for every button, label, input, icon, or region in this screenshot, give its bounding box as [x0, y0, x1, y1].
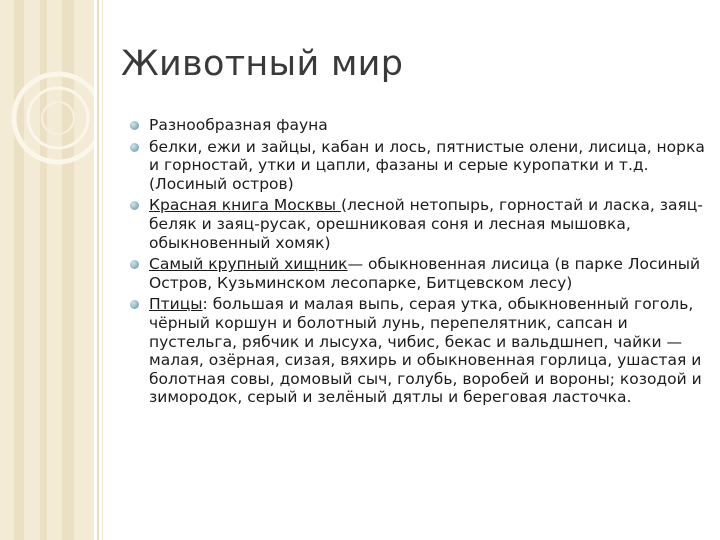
bullet-item: [130, 116, 710, 135]
bullet-item: [130, 255, 710, 292]
bullet-text: (лесной нетопырь, горностай и ласка, заяц-беляк и заяц-русак, орешниковая соня и лесная мышовка, обыкновенный хомяк): [149, 196, 703, 252]
bullet-list: [130, 116, 710, 410]
bullet-dot-icon: [130, 143, 139, 152]
bullet-dot-icon: [130, 201, 139, 210]
bullet-item: [130, 295, 710, 407]
bullet-heading: Самый крупный хищник: [149, 255, 348, 274]
divider-line: [97, 0, 99, 540]
bullet-text: : большая и малая выпь, серая утка, обыкновенный гоголь, чёрный коршун и болотный лунь, перепелятник, сапсан и пустельга, рябчик и лысуха, чибис, бекас и вальдшнеп, чайки — малая, озёрная, сизая, вяхирь и обыкновенная горлица, ушастая и болотная совы, домовый сыч, голубь, воробей и вороны; козодой и зимородок, серый и зелёный дятлы и береговая ласточка.: [149, 295, 702, 407]
slide-title: Животный мир: [121, 44, 404, 84]
decorative-side-panel: [0, 0, 94, 540]
decorative-circles: [0, 0, 94, 540]
bullet-heading: Птицы: [149, 295, 203, 314]
bullet-item: [130, 196, 710, 252]
divider-line: [102, 0, 103, 540]
bullet-text: Разнообразная фауна: [149, 116, 328, 134]
bullet-dot-icon: [130, 300, 139, 309]
bullet-text: белки, ежи и зайцы, кабан и лось, пятнистые олени, лисица, норка и горностай, утки и цапли, фазаны и серые куропатки и т.д. (Лосиный остров): [149, 137, 705, 193]
bullet-dot-icon: [130, 121, 139, 130]
bullet-item: [130, 138, 710, 194]
bullet-dot-icon: [130, 260, 139, 269]
bullet-heading: Красная книга Москвы: [149, 196, 341, 215]
bullet-text: — обыкновенная лисица (в парке Лосиный Остров, Кузьминском лесопарке, Битцевском лесу): [149, 255, 701, 292]
